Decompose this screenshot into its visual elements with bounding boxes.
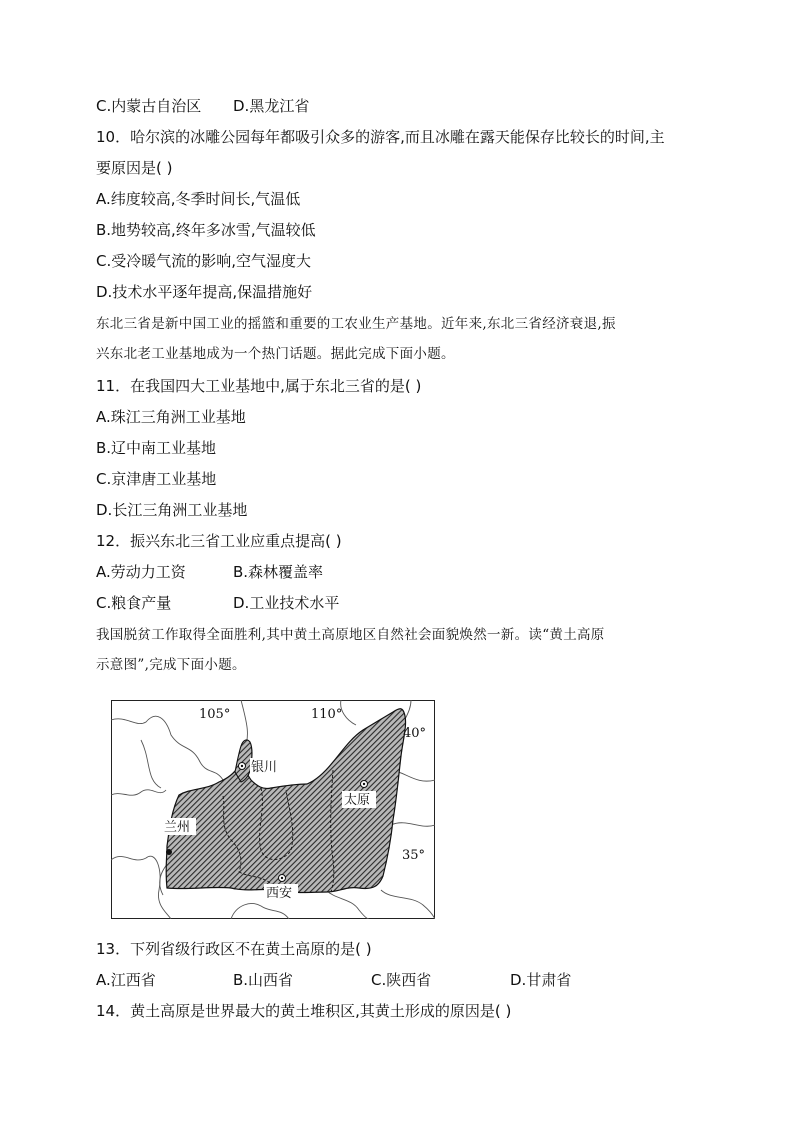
q12-option-c: C.粮食产量	[96, 594, 172, 612]
q12-option-a: A.劳动力工资	[96, 563, 186, 581]
lanzhou-label: 兰州	[164, 820, 191, 835]
longitude-110-label: 110°	[311, 707, 343, 722]
q11-option-b: B.辽中南工业基地	[96, 439, 217, 457]
q10-stem-line2: 要原因是( )	[96, 159, 173, 177]
latitude-35-label: 35°	[402, 848, 426, 863]
q12-option-d: D.工业技术水平	[233, 594, 340, 612]
q11-stem: 11．在我国四大工业基地中,属于东北三省的是( )	[96, 377, 422, 395]
q13-stem: 13．下列省级行政区不在黄土高原的是( )	[96, 940, 372, 958]
q11-option-a: A.珠江三角洲工业基地	[96, 408, 246, 426]
q10-option-d: D.技术水平逐年提高,保温措施好	[96, 283, 313, 301]
q13-option-a: A.江西省	[96, 971, 156, 989]
passage1-line2: 兴东北老工业基地成为一个热门话题。据此完成下面小题。	[96, 346, 455, 362]
q11-option-d: D.长江三角洲工业基地	[96, 501, 248, 519]
latitude-40-label: 40°	[403, 726, 427, 741]
q10-option-a: A.纬度较高,冬季时间长,气温低	[96, 190, 301, 208]
loess-plateau-map	[111, 700, 435, 919]
longitude-105-label: 105°	[199, 707, 231, 722]
q11-option-c: C.京津唐工业基地	[96, 470, 217, 488]
q9-option-c: C.内蒙古自治区	[96, 97, 202, 115]
q13-option-c: C.陕西省	[371, 971, 432, 989]
passage2-line1: 我国脱贫工作取得全面胜利,其中黄土高原地区自然社会面貌焕然一新。读“黄土高原	[96, 627, 605, 643]
q10-stem-line1: 10．哈尔滨的冰雕公园每年都吸引众多的游客,而且冰雕在露天能保存比较长的时间,主	[96, 128, 665, 146]
xian-label: 西安	[266, 886, 293, 901]
q10-option-b: B.地势较高,终年多冰雪,气温较低	[96, 221, 316, 239]
passage2-line2: 示意图”,完成下面小题。	[96, 657, 246, 673]
q14-stem: 14．黄土高原是世界最大的黄土堆积区,其黄土形成的原因是( )	[96, 1002, 512, 1020]
yinchuan-label: 银川	[251, 760, 278, 775]
passage1-line1: 东北三省是新中国工业的摇篮和重要的工农业生产基地。近年来,东北三省经济衰退,振	[96, 316, 616, 332]
q13-option-b: B.山西省	[233, 971, 294, 989]
taiyuan-label: 太原	[344, 793, 371, 808]
q9-option-d: D.黑龙江省	[233, 97, 310, 115]
q12-stem: 12．振兴东北三省工业应重点提高( )	[96, 532, 342, 550]
q12-option-b: B.森林覆盖率	[233, 563, 324, 581]
q10-option-c: C.受冷暖气流的影响,空气湿度大	[96, 252, 312, 270]
q13-option-d: D.甘肃省	[510, 971, 572, 989]
